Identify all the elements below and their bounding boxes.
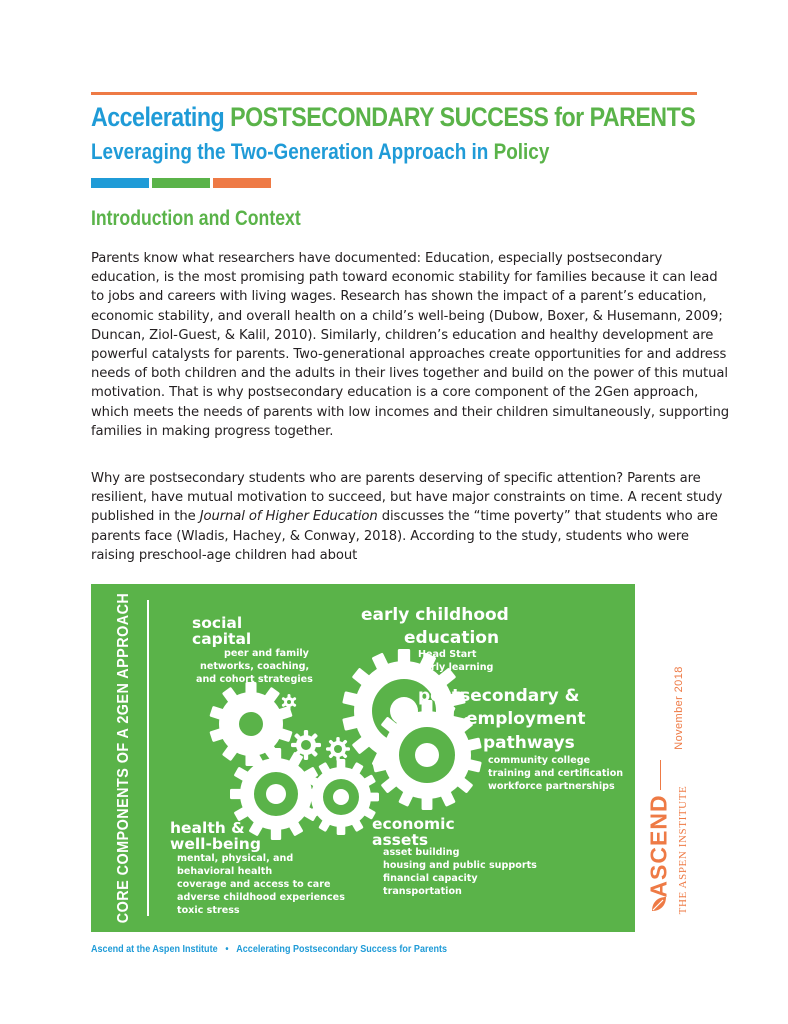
- early-heading-2: education: [404, 628, 500, 648]
- social-item-3: and cohort strategies: [196, 674, 313, 685]
- economic-heading-2: assets: [372, 831, 429, 849]
- document-subtitle: [91, 138, 624, 166]
- postsecondary-item-1: community college: [488, 755, 591, 766]
- paragraph2-text-a: Why are postsecondary students who are parents deserving of specific attention? Parents are resilient, have mutual motivation to succeed, but have major constraints on time. A recent study published in the: [91, 471, 723, 525]
- social-heading-2: capital: [192, 630, 252, 648]
- early-item-1: Head Start: [418, 649, 477, 660]
- health-item-3: coverage and access to care: [177, 879, 331, 890]
- gear-small-2: [326, 737, 350, 761]
- color-bar-orange: [213, 178, 271, 188]
- intro-paragraph: Parents know what researchers have documented: Education, especially postsecondary education, is the most promising path toward economic stability for families because it can lead to jobs and careers with living wages. Research has shown the impact of a parent’s education, economic stability, and overall health on a child’s well-being (Dubow, Boxer, & Husemann, 2009; Duncan, Ziol-Guest, & Kalil, 2010). Similarly, children’s education and healthy development are powerful catalysts for parents. Two-generational approaches create opportunities for and address needs of both children and the adults in their lives together and build on the power of this mutual motivation. That is why postsecondary education is a core component of the 2Gen approach, which meets the needs of parents with low incomes and their children simultaneously, supporting families in making progress together.: [91, 251, 730, 439]
- economic-item-1: asset building: [383, 847, 460, 858]
- economic-item-4: transportation: [383, 886, 462, 897]
- postsecondary-heading-2: employment: [466, 709, 586, 729]
- economic-heading-1: economic: [372, 815, 455, 833]
- postsecondary-heading-1: postsecondary &: [418, 686, 580, 706]
- brand-subtitle: THE ASPEN INSTITUTE: [677, 785, 689, 915]
- footer-left: Ascend at the Aspen Institute: [91, 943, 218, 955]
- title-part-2: POSTSECONDARY SUCCESS for PARENTS: [230, 102, 696, 132]
- economic-item-3: financial capacity: [383, 873, 478, 884]
- side-title: CORE COMPONENTS OF A 2GEN APPROACH: [115, 592, 132, 924]
- social-item-1: peer and family: [224, 648, 309, 659]
- social-heading-1: social: [192, 614, 243, 632]
- subtitle-part-1: Leveraging the Two-Generation Approach in: [91, 139, 494, 164]
- section-heading: Introduction and Context: [91, 207, 301, 230]
- document-title: [91, 101, 696, 133]
- early-heading-1: early childhood: [361, 605, 509, 625]
- health-item-4: adverse childhood experiences: [177, 892, 345, 903]
- gear-small-1: [291, 730, 321, 760]
- journal-title: Journal of Higher Education: [199, 509, 378, 525]
- title-part-1: Accelerating: [91, 102, 231, 132]
- postsecondary-heading-3: pathways: [483, 733, 575, 753]
- page-footer: [91, 943, 447, 955]
- health-heading-2: well-being: [170, 835, 261, 853]
- aside-rule: [660, 760, 661, 790]
- publication-date: November 2018: [673, 666, 685, 750]
- top-rule: [91, 92, 697, 95]
- postsecondary-item-3: workforce partnerships: [488, 781, 615, 792]
- economic-item-2: housing and public supports: [383, 860, 537, 871]
- social-item-2: networks, coaching,: [200, 661, 310, 672]
- health-item-1: mental, physical, and: [177, 853, 294, 864]
- leaf-icon: [649, 894, 669, 914]
- health-heading-1: health &: [170, 819, 245, 837]
- color-bar-green: [152, 178, 210, 188]
- health-item-2: behavioral health: [177, 866, 273, 877]
- footer-bullet: •: [225, 943, 229, 955]
- second-paragraph: [91, 469, 731, 565]
- paragraph2-text-b: discusses the “time poverty” that students who are parents face (Wladis, Hachey, & Conway, 2018). According to the study, students who were raising preschool-age children had about: [91, 509, 718, 563]
- early-item-2: early learning: [418, 662, 494, 673]
- brand-name: ASCEND: [645, 794, 672, 898]
- postsecondary-item-2: training and certification: [488, 768, 624, 779]
- color-bar-blue: [91, 178, 149, 188]
- health-item-5: toxic stress: [177, 905, 240, 916]
- subtitle-part-2: Policy: [493, 139, 550, 164]
- footer-right: Accelerating Postsecondary Success for Parents: [236, 943, 448, 955]
